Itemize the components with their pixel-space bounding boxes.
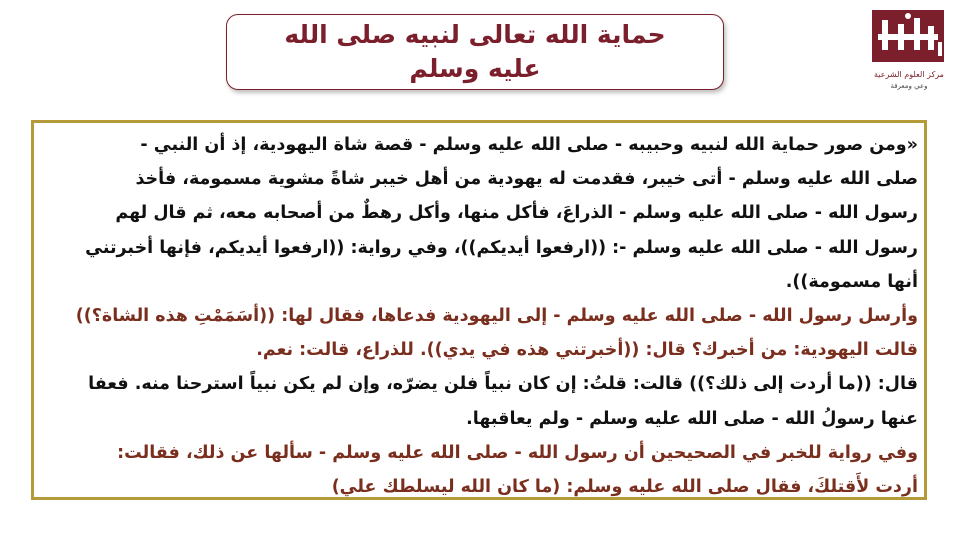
content-box (31, 120, 927, 500)
text-line: وفي رواية للخبر في الصحيحين أن رسول الله - صلى الله عليه وسلم - سألها عن ذلك، فقالت: (117, 442, 918, 463)
text-line: «ومن صور حماية الله لنبيه وحبيبه - صلى الله عليه وسلم - قصة شاة اليهودية، إذ أن النبي - (140, 135, 918, 155)
ihkam-logo-icon (868, 6, 948, 66)
logo-tagline: وعي ومعرفة (890, 82, 928, 90)
text-line: وأرسل رسول الله - صلى الله عليه وسلم - إلى اليهودية فدعاها، فقال لها: ((أسَمَمْتِ هذه الشاة؟)) (75, 305, 918, 326)
text-line: أنها مسمومة)). (785, 271, 918, 292)
text-line: رسول الله - صلى الله عليه وسلم - الذراعَ، فأكل منها، وأكل رهطٌ من أصحابه معه، ثم قال لهم (115, 203, 918, 224)
text-line: قال: ((ما أردت إلى ذلك؟)) قالت: قلتُ: إن كان نبياً فلن يضرّه، وإن لم يكن نبياً استرحنا منه. فعفا (88, 374, 918, 395)
text-line: صلى الله عليه وسلم - أتى خيبر، فقدمت له يهودية من أهل خيبر شاةً مشوية مسمومة، فأخذ (135, 169, 918, 190)
text-lines (40, 128, 918, 504)
text-line: قالت اليهودية: من أخبرك؟ قال: ((أخبرتني هذه في يدي)). للذراع، قالت: نعم. (256, 340, 918, 361)
logo-subtitle: مركز العلوم الشرعية (874, 70, 944, 79)
page-title: حماية الله تعالى لنبيه صلى الله عليه وسلم (284, 20, 666, 83)
text-line: رسول الله - صلى الله عليه وسلم -: ((ارفعوا أيديكم))، وفي رواية: ((ارفعوا أيديكم، فإنها أخبرتني (85, 237, 918, 258)
logo (862, 4, 956, 96)
text-line: عنها رسولُ الله - صلى الله عليه وسلم - ولم يعاقبها. (466, 408, 918, 429)
text-line: أردت لأَقتلكَ، فقال صلى الله عليه وسلم: (ما كان الله ليسلطك علي) (331, 476, 918, 497)
title-box (226, 14, 724, 90)
